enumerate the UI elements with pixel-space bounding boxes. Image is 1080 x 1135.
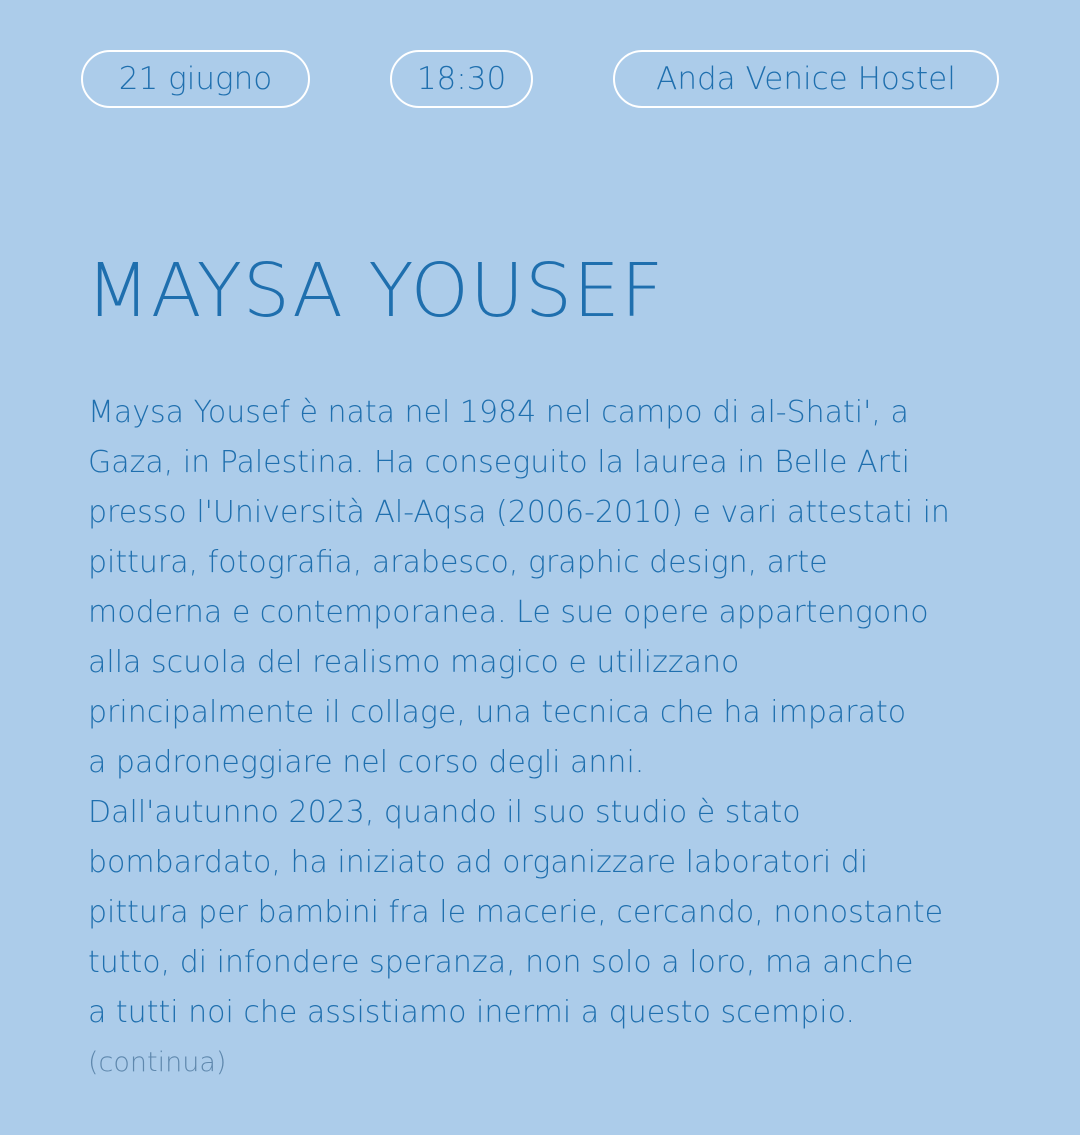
artist-bio xyxy=(88,388,1048,1088)
bio-line: Maysa Yousef è nata nel 1984 nel campo di al-Shati', a xyxy=(88,395,909,430)
bio-line: Gaza, in Palestina. Ha conseguito la laurea in Belle Arti xyxy=(88,445,910,480)
bio-line: Dall'autunno 2023, quando il suo studio è stato xyxy=(88,795,801,830)
continue-link[interactable]: (continua) xyxy=(88,1047,227,1078)
bio-line: moderna e contemporanea. Le sue opere appartengono xyxy=(88,595,929,630)
bio-line: pittura, fotografia, arabesco, graphic design, arte xyxy=(88,545,828,580)
bio-line: bombardato, ha iniziato ad organizzare laboratori di xyxy=(88,845,869,880)
bio-line: alla scuola del realismo magico e utilizzano xyxy=(88,645,740,680)
bio-line: presso l'Università Al-Aqsa (2006-2010) e vari attestati in xyxy=(88,495,950,530)
bio-line: pittura per bambini fra le macerie, cercando, nonostante xyxy=(88,895,944,930)
artist-name-title: MAYSA YOUSEF xyxy=(86,248,665,334)
time-badge: 18:30 xyxy=(390,50,533,108)
bio-line: principalmente il collage, una tecnica che ha imparato xyxy=(88,695,907,730)
bio-line: a padroneggiare nel corso degli anni. xyxy=(88,745,645,780)
date-badge: 21 giugno xyxy=(81,50,310,108)
venue-badge: Anda Venice Hostel xyxy=(613,50,999,108)
bio-line: a tutti noi che assistiamo inermi a questo scempio. xyxy=(88,995,856,1030)
bio-line: tutto, di infondere speranza, non solo a loro, ma anche xyxy=(88,945,914,980)
